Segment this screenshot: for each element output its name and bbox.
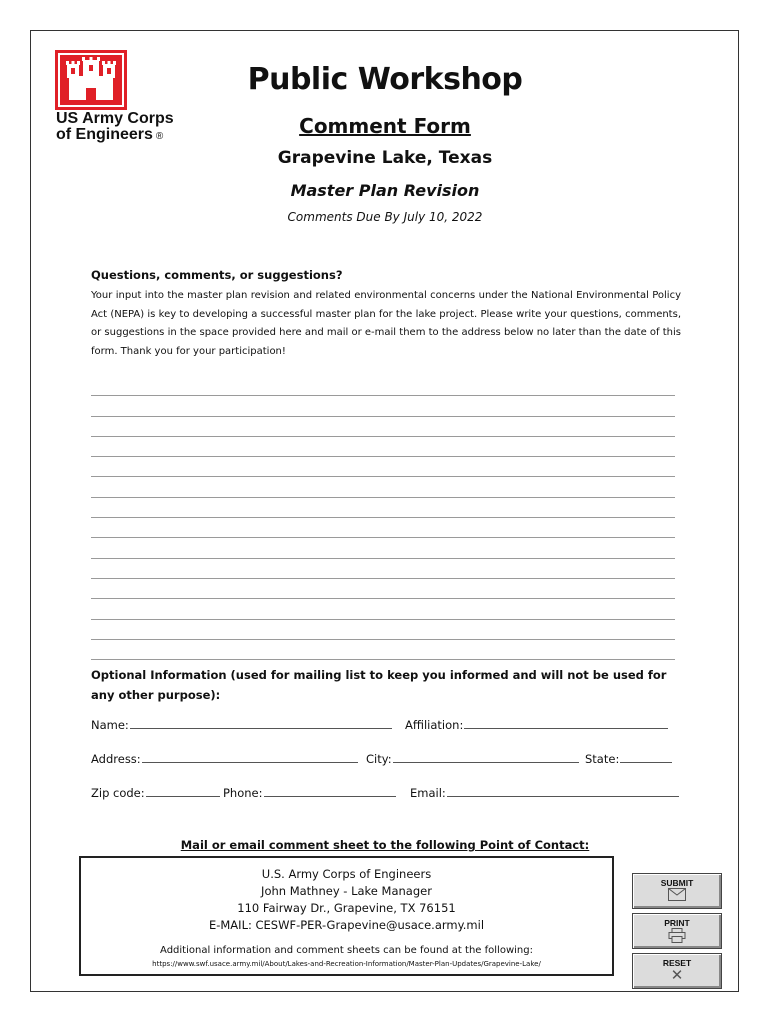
brand-line-2 [56, 127, 174, 145]
city-label: City: [366, 752, 392, 766]
phone-input[interactable] [264, 786, 396, 797]
comment-line[interactable] [91, 559, 675, 579]
submit-label: SUBMIT [660, 878, 694, 888]
comment-area[interactable] [91, 376, 675, 660]
usace-castle-logo [55, 50, 127, 110]
state-label: State: [585, 752, 620, 766]
zip-input[interactable] [146, 786, 220, 797]
comment-line[interactable] [91, 538, 675, 558]
contact-heading: Mail or email comment sheet to the following Point of Contact: [180, 838, 590, 852]
zip-field[interactable] [91, 786, 220, 800]
comment-line[interactable] [91, 579, 675, 599]
email-label: Email: [410, 786, 446, 800]
zip-label: Zip code: [91, 786, 145, 800]
name-input[interactable] [130, 718, 392, 729]
address-label: Address: [91, 752, 141, 766]
email-field[interactable] [410, 786, 679, 800]
comment-line[interactable] [91, 376, 675, 396]
comment-line[interactable] [91, 599, 675, 619]
close-icon: ✕ [670, 967, 684, 984]
comment-line[interactable] [91, 457, 675, 477]
name-field[interactable] [91, 718, 392, 732]
address-input[interactable] [142, 752, 358, 763]
email-input[interactable] [447, 786, 679, 797]
phone-field[interactable] [223, 786, 396, 800]
state-input[interactable] [620, 752, 672, 763]
affiliation-field[interactable] [405, 718, 668, 732]
point-of-contact-box [79, 856, 614, 976]
usace-wordmark [56, 111, 174, 145]
page-title: Public Workshop [247, 62, 523, 97]
print-button[interactable] [632, 913, 722, 949]
contact-org: U.S. Army Corps of Engineers [261, 867, 432, 881]
location-title: Grapevine Lake, Texas [277, 148, 493, 168]
state-field[interactable] [585, 752, 672, 766]
printer-icon [633, 928, 721, 947]
optional-heading: Optional Information (used for mailing list to keep you informed and will not be used for any other purpose): [91, 668, 667, 702]
city-input[interactable] [393, 752, 579, 763]
additional-info-text: Additional information and comment sheets can be found at the following: [160, 945, 533, 956]
address-field[interactable] [91, 752, 358, 766]
name-label: Name: [91, 718, 129, 732]
phone-label: Phone: [223, 786, 263, 800]
comment-line[interactable] [91, 396, 675, 416]
brand-line-2-text: of Engineers [56, 126, 153, 143]
comment-line[interactable] [91, 417, 675, 437]
comment-line[interactable] [91, 498, 675, 518]
comment-line[interactable] [91, 518, 675, 538]
comment-line[interactable] [91, 437, 675, 457]
contact-person: John Mathney - Lake Manager [261, 884, 432, 898]
affiliation-input[interactable] [464, 718, 668, 729]
comment-line[interactable] [91, 640, 675, 660]
envelope-icon [633, 888, 721, 905]
contact-address: 110 Fairway Dr., Grapevine, TX 76151 [237, 901, 456, 915]
registered-mark: ® [155, 131, 164, 142]
info-url[interactable]: https://www.swf.usace.army.mil/About/Lakes-and-Recreation-Information/Master-Plan-Updates/Grapevine-Lake/ [152, 960, 541, 968]
form-subtitle: Comment Form [299, 114, 471, 138]
submit-button[interactable] [632, 873, 722, 909]
reset-button[interactable] [632, 953, 722, 989]
reset-label: RESET [662, 958, 692, 968]
comment-line[interactable] [91, 620, 675, 640]
questions-intro: Your input into the master plan revision and related environmental concerns under the National Environmental Policy Act (NEPA) is key to developing a successful master plan for the lake project. Please write your questions, comments, or suggestions in the space provided here and mail or e-mail them to the address below no later than the date of this form. Thank you for your participation! [91, 290, 681, 357]
print-label: PRINT [664, 918, 690, 928]
comment-line[interactable] [91, 477, 675, 497]
contact-email: E-MAIL: CESWF-PER-Grapevine@usace.army.mil [208, 918, 485, 932]
city-field[interactable] [366, 752, 579, 766]
brand-line-1: US Army Corps [56, 110, 174, 127]
questions-heading: Questions, comments, or suggestions? [91, 268, 343, 282]
due-date: Comments Due By July 10, 2022 [287, 210, 483, 224]
affiliation-label: Affiliation: [405, 718, 464, 732]
project-title: Master Plan Revision [290, 181, 480, 200]
